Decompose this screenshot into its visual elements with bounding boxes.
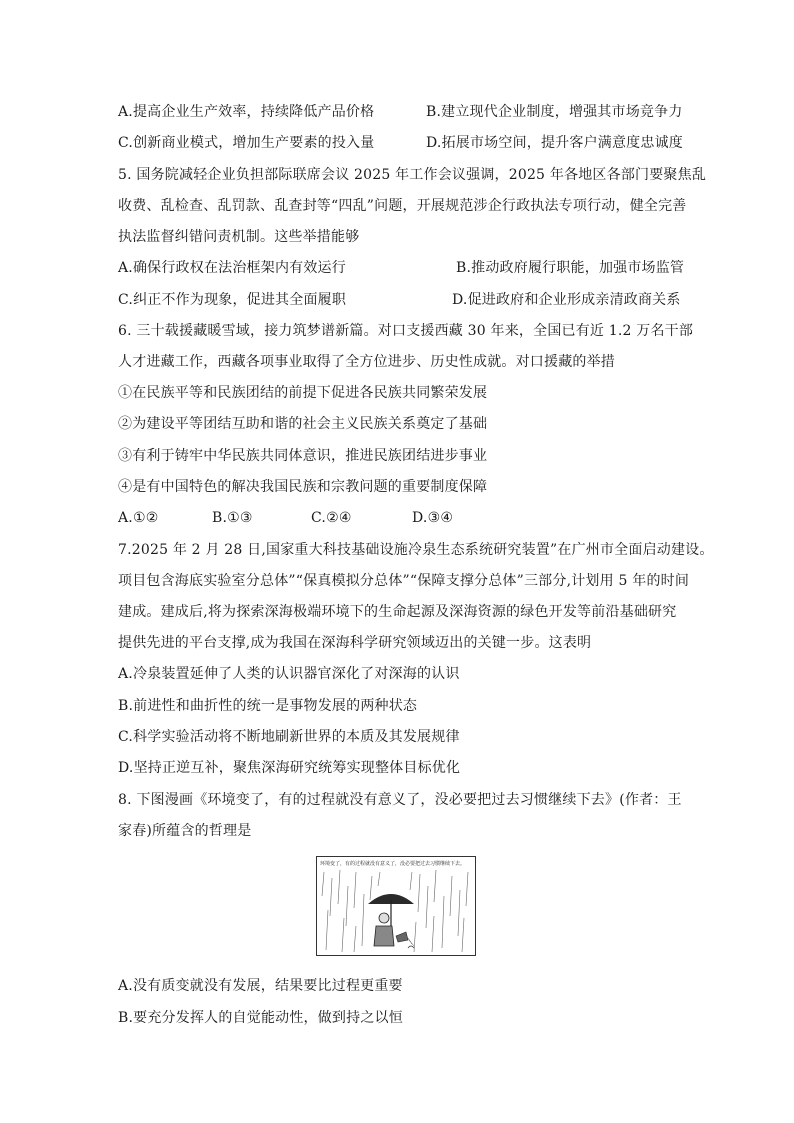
q4-option-b: B.建立现代企业制度，增强其市场竞争力	[426, 104, 683, 120]
q7-option-d: D.坚持正逆互补，聚焦深海研究统筹实现整体目标优化	[118, 760, 461, 776]
q6-statement-4: ④是有中国特色的解决我国民族和宗教问题的重要制度保障	[118, 479, 488, 495]
person-head	[379, 913, 389, 923]
q5-stem-line-3: 执法监督纠错问责机制。这些举措能够	[118, 229, 360, 245]
q8-stem-line-2: 家春)所蕴含的哲理是	[118, 823, 252, 839]
q7-option-a: A.冷泉装置延伸了人类的认识器官深化了对深海的认识	[118, 666, 460, 682]
comic-illustration	[316, 856, 476, 956]
q8-stem-line-1: 8. 下图漫画《环境变了，有的过程就没有意义了，没必要把过去习惯继续下去》(作者：王	[118, 792, 682, 808]
comic-drawing	[316, 856, 476, 956]
q6-option-b: B.①③	[212, 510, 253, 526]
q5-option-a: A.确保行政权在法治框架内有效运行	[118, 260, 346, 276]
comic-caption: 环境变了，有的过程就没有意义了，没必要把过去习惯继续下去。	[320, 861, 466, 867]
q7-stem-line-4: 提供先进的平台支撑,成为我国在深海科学研究领域迈出的关键一步。这表明	[118, 635, 592, 651]
q7-stem-line-3: 建成。建成后,将为探索深海极端环境下的生命起源及深海资源的绿色开发等前沿基础研究	[118, 604, 677, 620]
q5-stem-line-1: 5. 国务院减轻企业负担部际联席会议 2025 年工作会议强调，2025 年各地区各部门要聚焦乱	[118, 167, 707, 183]
q6-option-d: D.③④	[412, 510, 454, 526]
q4-option-c: C.创新商业模式，增加生产要素的投入量	[118, 135, 375, 151]
q6-statement-3: ③有利于铸牢中华民族共同体意识，推进民族团结进步事业	[118, 448, 488, 464]
q6-option-c: C.②④	[311, 510, 352, 526]
q7-option-b: B.前进性和曲折性的统一是事物发展的两种状态	[118, 698, 418, 714]
person-body	[374, 926, 394, 946]
q5-stem-line-2: 收费、乱检查、乱罚款、乱查封等“四乱”问题，开展规范涉企行政执法专项行动，健全完善	[118, 198, 687, 214]
q6-stem-line-2: 人才进藏工作，西藏各项事业取得了全方位进步、历史性成就。对口援藏的举措	[118, 354, 615, 370]
q5-option-c: C.纠正不作为现象，促进其全面履职	[118, 292, 347, 308]
q7-option-c: C.科学实验活动将不断地刷新世界的本质及其发展规律	[118, 729, 460, 745]
q8-option-a: A.没有质变就没有发展，结果要比过程更重要	[118, 978, 403, 994]
q5-option-d: D.促进政府和企业形成亲清政商关系	[452, 292, 681, 308]
q7-stem-line-2: 项目包含海底实验室分总体”“保真模拟分总体”“保障支撑分总体”三部分,计划用 5 年的时间	[118, 573, 690, 589]
q7-stem-line-1: 7.2025 年 2 月 28 日,国家重大科技基础设施冷泉生态系统研究装置”在广州市全面启动建设。	[118, 542, 714, 558]
q6-statement-1: ①在民族平等和民族团结的前提下促进各民族共同繁荣发展	[118, 385, 488, 401]
q5-option-b: B.推动政府履行职能，加强市场监管	[456, 260, 685, 276]
q8-option-b: B.要充分发挥人的自觉能动性，做到持之以恒	[118, 1010, 403, 1026]
q4-option-d: D.拓展市场空间，提升客户满意度忠诚度	[426, 135, 683, 151]
q6-option-a: A.①②	[118, 510, 159, 526]
q6-statement-2: ②为建设平等团结互助和谐的社会主义民族关系奠定了基础	[118, 416, 488, 432]
q4-option-a: A.提高企业生产效率，持续降低产品价格	[118, 104, 375, 120]
q6-stem-line-1: 6. 三十载援藏暖雪域，接力筑梦谱新篇。对口支援西藏 30 年来，全国已有近 1.2 万名干部	[118, 323, 694, 339]
